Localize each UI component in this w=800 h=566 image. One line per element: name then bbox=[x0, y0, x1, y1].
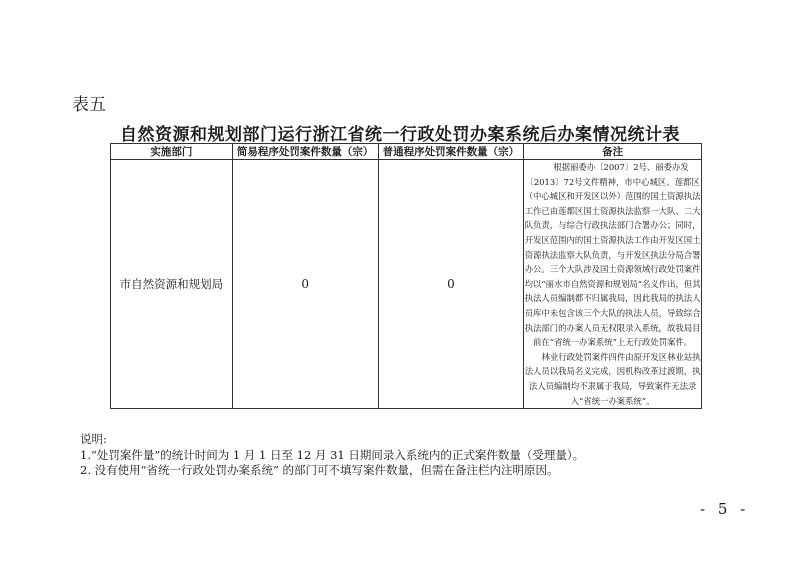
document-title: 自然资源和规划部门运行浙江省统一行政处罚办案系统后办案情况统计表 bbox=[120, 125, 680, 145]
statistics-table bbox=[110, 143, 702, 409]
page-number: - 5 - bbox=[700, 500, 750, 518]
table-row bbox=[111, 160, 702, 409]
remarks-cell bbox=[524, 160, 702, 409]
note-item: 1.“处罚案件量”的统计时间为 1 月 1 日至 12 月 31 日期间录入系统内的正式案件数量（受理量）。 bbox=[80, 447, 585, 462]
department-cell: 市自然资源和规划局 bbox=[111, 160, 233, 409]
header-general-procedure-count: 普通程序处罚案件数量（宗） bbox=[378, 144, 524, 160]
header-department: 实施部门 bbox=[111, 144, 233, 160]
notes-heading: 说明: bbox=[80, 432, 107, 446]
simple-procedure-count-cell: 0 bbox=[232, 160, 378, 409]
note-item: 2. 没有使用“省统一行政处罚办案系统” 的部门可不填写案件数量，但需在备注栏内注明原因。 bbox=[80, 463, 559, 477]
general-procedure-count-cell: 0 bbox=[378, 160, 524, 409]
remark-paragraph: 根据丽委办〔2007〕2号、丽委办发〔2013〕72号文件精神，市中心城区、莲都区（中心城区和开发区以外）范围的国土资源执法工作已由莲都区国土资源执法监察一大队、二大队负责，与综合行政执法部门合署办公；同时，开发区范围内的国土资源执法工作由开发区国土资源执法监察大队负责，与开发区执法分局合署办公。三个大队涉及国土资源领域行政处罚案件均以“丽水市自然资源和规划局”名义作出，但其执法人员编制都不归属我局，因此我局的执法人员库中未包含该三个大队的执法人员，导致综合执法部门的办案人员无权限录入系统，故我局目前在“省统一办案系统”上无行政处罚案件。 bbox=[524, 162, 701, 348]
table-header-row bbox=[111, 144, 702, 160]
table-label: 表五 bbox=[72, 95, 106, 115]
notes-section bbox=[80, 432, 584, 479]
header-simple-procedure-count: 简易程序处罚案件数量（宗） bbox=[232, 144, 378, 160]
header-remarks: 备注 bbox=[524, 144, 702, 160]
remark-paragraph: 林业行政处罚案件四件由原开发区林业站执法人员以我局名义完成，因机构改革过渡期，执法人员编制均不隶属于我局，导致案件无法录入“省统一办案系统”。 bbox=[524, 351, 701, 406]
